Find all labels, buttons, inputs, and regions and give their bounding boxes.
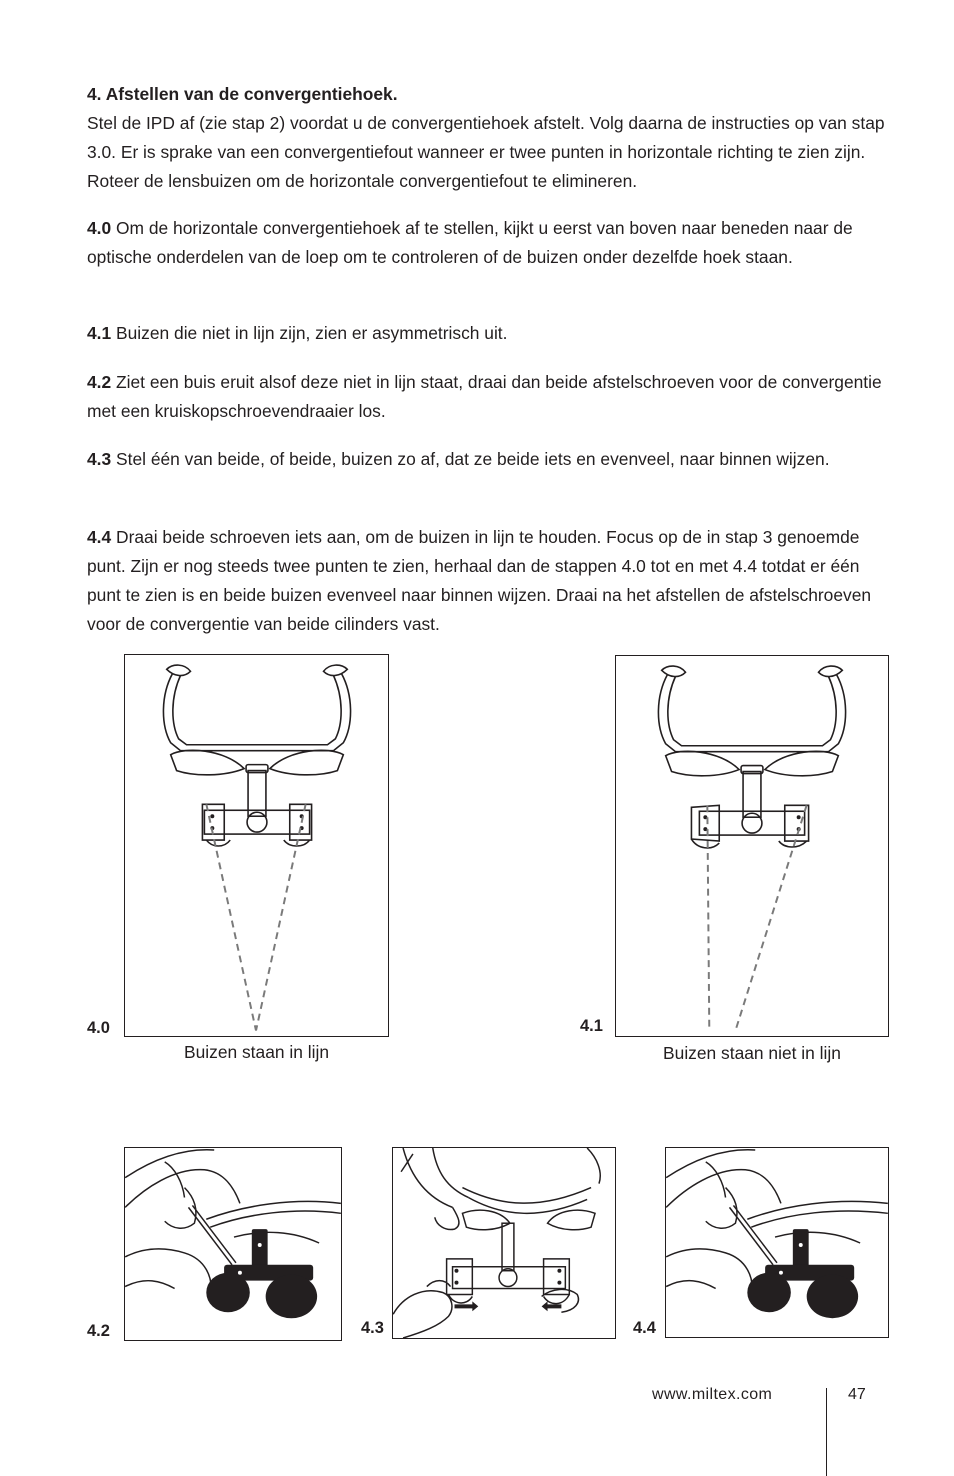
step-paragraph <box>87 214 897 272</box>
section-heading: 4. Afstellen van de convergentiehoek. <box>87 84 398 104</box>
screwdriver-loupe-illustration <box>666 1148 888 1337</box>
step-number: 4.1 <box>87 323 112 343</box>
figure-label: 4.1 <box>580 1017 603 1035</box>
step-text: Ziet een buis eruit alsof deze niet in lijn staat, draai dan beide afstelschroeven voor de convergentie met een kruiskopschroevendraaier los. <box>87 372 882 421</box>
step-text: Om de horizontale convergentiehoek af te stellen, kijkt u eerst van boven naar beneden naar de optische onderdelen van de loep om te controleren of de buizen onder dezelfde hoek staan. <box>87 218 853 267</box>
figure-caption: Buizen staan niet in lijn <box>663 1043 841 1063</box>
figure-label: 4.4 <box>633 1319 656 1337</box>
figure-loosen-screws <box>124 1147 342 1341</box>
figure-misaligned-tubes <box>615 655 889 1037</box>
step-paragraph <box>87 523 897 639</box>
step-paragraph <box>87 319 897 348</box>
section-intro-text: Stel de IPD af (zie stap 2) voordat u de convergentiehoek afstelt. Volg daarna de instructies op van stap 3.0. Er is sprake van een convergentiefout wanneer er twee punten in horizontale richting te zien zijn. Roteer de lensbuizen om de horizontale convergentiefout te elimineren. <box>87 113 885 191</box>
step-text: Stel één van beide, of beide, buizen zo af, dat ze beide iets en evenveel, naar binnen wijzen. <box>111 449 830 469</box>
figure-adjust-tubes <box>392 1147 616 1339</box>
hands-adjusting-tubes-illustration <box>393 1148 615 1338</box>
screwdriver-loupe-illustration <box>125 1148 341 1340</box>
step-paragraph <box>87 445 897 474</box>
page-number: 47 <box>848 1386 866 1403</box>
figure-label: 4.2 <box>87 1322 110 1340</box>
footer-url: www.miltex.com <box>652 1386 773 1403</box>
step-paragraph <box>87 368 897 426</box>
loupe-top-view-illustration <box>616 656 888 1036</box>
section-intro <box>87 80 897 196</box>
figure-label: 4.3 <box>361 1319 384 1337</box>
step-number: 4.4 <box>87 527 112 547</box>
figure-caption: Buizen staan in lijn <box>183 1042 329 1062</box>
figure-aligned-tubes <box>124 654 389 1037</box>
step-text: Draai beide schroeven iets aan, om de buizen in lijn te houden. Focus op de in stap 3 genoemde punt. Zijn er nog steeds twee punten te zien, herhaal dan de stappen 4.0 tot en met 4.4 totdat er één punt te zien is en beide buizen evenveel naar binnen wijzen. Draai na het afstellen de afstelschroeven voor de convergentie van beide cilinders vast. <box>87 527 872 634</box>
footer-divider <box>826 1388 827 1476</box>
step-text: Buizen die niet in lijn zijn, zien er asymmetrisch uit. <box>111 323 508 343</box>
step-number: 4.0 <box>87 218 112 238</box>
step-number: 4.2 <box>87 372 112 392</box>
figure-label: 4.0 <box>87 1019 110 1037</box>
step-number: 4.3 <box>87 449 112 469</box>
figure-tighten-screws <box>665 1147 889 1338</box>
loupe-top-view-illustration <box>125 655 388 1036</box>
